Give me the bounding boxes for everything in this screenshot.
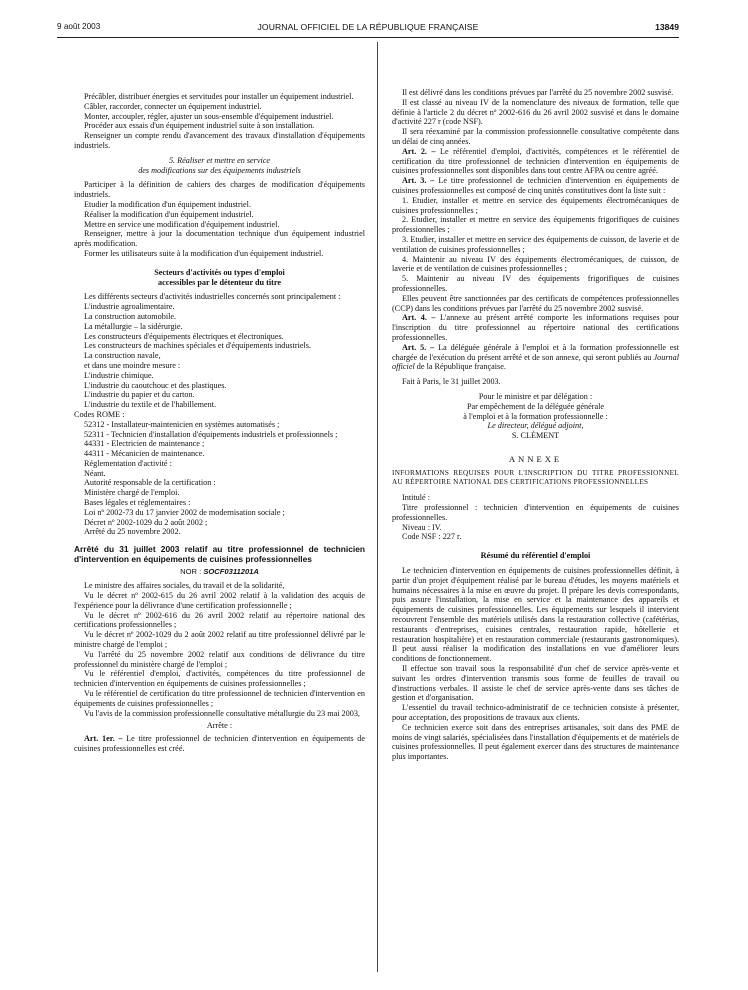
signatory-name: S. CLÉMENT bbox=[511, 431, 560, 441]
arrete-title: Arrêté du 31 juillet 2003 relatif au titre professionnel de technicien d'intervention en équipements de cuisines professionnelles bbox=[74, 544, 365, 564]
paragraph: L'essentiel du travail technico-administratif de ce technicien consiste à présenter, pour acceptation, des propositions de travaux aux clients. bbox=[392, 703, 679, 723]
nor-code: SOCF0311201A bbox=[203, 567, 259, 577]
paragraph: Le technicien d'intervention en équipements de cuisines professionnelles définit, à partir d'un projet d'équipement réalisé par le bureau d'études, les moyens matériels et humains nécessaires à la mise en œuvre du projet. Il prépare les devis correspondants, puis assure l'installation, la mise en service et la maintenance des appareils et équipements de cuisines professionnelles. Les équipements sur lesquels il intervient recouvrent l'ensemble des matériels utilisés dans la restauration collective (cafétérias, restaurants d'entreprises, cuisines centrales, restauration rapide, hôtellerie et restauration hospitalière) et en restauration commerciale (restaurants gastronomiques). Il peut aussi réaliser la modification des installations en vue d'améliorer leurs conditions de fonctionnement. bbox=[392, 566, 679, 664]
paragraph: Intitulé : bbox=[402, 493, 430, 503]
list-item: La construction navale, bbox=[84, 351, 161, 361]
paragraph: Vu l'avis de la commission professionnelle consultative métallurgie du 23 mai 2003, bbox=[84, 708, 360, 718]
section-heading: des modifications sur des équipements industriels bbox=[138, 165, 301, 175]
paragraph: Vu le référentiel d'emploi, d'activités, compétences du titre professionnel de technicien d'intervention en équipements de cuisines professionnelles ; bbox=[74, 669, 365, 689]
paragraph: Autorité responsable de la certification : bbox=[84, 478, 216, 488]
paragraph: Niveau : IV. bbox=[402, 522, 442, 532]
signature-line: Par empêchement de la déléguée générale bbox=[466, 401, 605, 411]
article-label: Art. 1er. – bbox=[84, 734, 123, 744]
paragraph: Vu le décret nº 2002-616 du 26 avril 2002 relatif au répertoire national des certifications professionnelles ; bbox=[74, 610, 365, 630]
header-date: 9 août 2003 bbox=[57, 22, 101, 31]
paragraph: Précâbler, distribuer énergies et servitudes pour installer un équipement industriel. bbox=[84, 92, 354, 101]
section-heading: Secteurs d'activités ou types d'emploi bbox=[154, 267, 285, 277]
paragraph: Renseigner un compte rendu d'avancement des travaux d'installation d'équipements industriels. bbox=[74, 131, 365, 150]
right-column bbox=[392, 88, 679, 762]
signature-place-date: Fait à Paris, le 31 juillet 2003. bbox=[402, 377, 501, 387]
page-header bbox=[57, 22, 679, 36]
paragraph: Vu le décret nº 2002-615 du 26 avril 2002 relatif à la validation des acquis de l'expérience pour la délivrance d'une certification professionnelle ; bbox=[74, 591, 365, 610]
article-text: Le titre professionnel de technicien d'intervention en équipements de cuisines professionnelles est composé de cinq unités constitutives dont la liste suit : bbox=[392, 176, 679, 195]
list-item: L'industrie du papier et du carton. bbox=[84, 390, 195, 400]
paragraph: Il est délivré dans les conditions prévues par l'arrêté du 25 novembre 2002 susvisé. bbox=[402, 88, 674, 97]
list-item: 4. Maintenir au niveau IV des équipements électromécaniques, de cuisson, de laverie et de ventilation de cuisines professionnelles ; bbox=[392, 254, 679, 274]
list-item: 2. Etudier, installer et mettre en service des équipements frigorifiques de cuisines professionnelles ; bbox=[392, 215, 679, 235]
article-text: L'annexe au présent arrêté comporte les informations requises pour l'inscription du titre professionnel au répertoire national des certifications professionnelles. bbox=[392, 313, 679, 342]
list-item: L'industrie du caoutchouc et des plastiques. bbox=[84, 380, 227, 390]
article-3 bbox=[392, 176, 679, 196]
paragraph: Ce technicien exerce soit dans des entreprises artisanales, soit dans des PME de moins de vingt salariés, spécialisées dans l'installation d'équipements et de matériels de cuisines professionnelles. Il peut également exercer dans des structures de maintenance plus importantes. bbox=[392, 722, 679, 762]
signature-line: Pour le ministre et par délégation : bbox=[478, 391, 593, 401]
paragraph: Le ministre des affaires sociales, du travail et de la solidarité, bbox=[84, 581, 285, 591]
list-item: La métallurgie – la sidérurgie. bbox=[84, 321, 183, 331]
paragraph: Procéder aux essais d'un équipement industriel suite à son installation. bbox=[84, 121, 315, 131]
list-item: 1. Etudier, installer et mettre en service des équipements électromécaniques de cuisines professionnelles ; bbox=[392, 195, 679, 215]
annexe-subtitle: INFORMATIONS REQUISES POUR L'INSCRIPTION DU TITRE PROFESSIONNEL AU RÉPERTOIRE NATIONAL DES CERTIFICATIONS PROFESSIONNELLES bbox=[392, 468, 679, 487]
paragraph: Vu l'arrêté du 25 novembre 2002 relatif aux conditions de délivrance du titre professionnel du ministère chargé de l'emploi ; bbox=[74, 649, 365, 669]
list-item: Les constructeurs de machines spéciales et d'équipements industriels. bbox=[84, 341, 312, 351]
article-5 bbox=[392, 343, 679, 372]
article-label: Art. 4. – bbox=[402, 313, 436, 323]
article-label: Art. 5. – bbox=[402, 342, 435, 352]
paragraph: Il est classé au niveau IV de la nomenclature des niveaux de formation, telle que définie à l'article 2 du décret nº 2002-616 du 26 avril 2002 susvisé et dans le domaine d'activité 227 r (code NSF). bbox=[392, 97, 679, 127]
list-item: L'industrie chimique. bbox=[84, 370, 154, 380]
paragraph: Renseigner, mettre à jour la documentation technique d'un équipement industriel après modification. bbox=[74, 229, 365, 249]
column-divider bbox=[377, 42, 378, 972]
list-item: 52312 - Installateur-maintenicien en systèmes automatisés ; bbox=[84, 419, 280, 429]
article-1 bbox=[74, 734, 365, 754]
article-label: Art. 3. – bbox=[402, 176, 435, 186]
paragraph: Mettre en service une modification d'équipement industriel. bbox=[84, 219, 280, 229]
list-item: La construction automobile. bbox=[84, 311, 177, 321]
article-text: Le titre professionnel de technicien d'intervention en équipements de cuisines professionnelles est créé. bbox=[74, 734, 365, 753]
paragraph: Vu le décret nº 2002-1029 du 2 août 2002 relatif au titre professionnel délivré par le ministre chargé de l'emploi ; bbox=[74, 630, 365, 650]
paragraph: Il effectue son travail sous la responsabilité d'un chef de service après-vente et suivant les ordres d'intervention transmis sous forme de feuilles de travail ou d'instructions verbales. Il assiste le chef de service après-vente dans ses tâches de gestion et d'organisation. bbox=[392, 664, 679, 703]
paragraph: Réaliser la modification d'un équipement industriel. bbox=[84, 209, 254, 219]
paragraph: Ministère chargé de l'emploi. bbox=[84, 488, 180, 498]
annexe-heading: ANNEXE bbox=[508, 453, 563, 464]
paragraph: Titre professionnel : technicien d'intervention en équipements de cuisines professionnelles. bbox=[392, 503, 679, 522]
paragraph: Vu le référentiel de certification du titre professionnel de technicien d'intervention en équipements de cuisines professionnelles ; bbox=[74, 689, 365, 708]
section-heading: 5. Réaliser et mettre en service bbox=[168, 155, 271, 165]
paragraph: Code NSF : 227 r. bbox=[402, 532, 462, 542]
list-item: 52311 - Technicien d'installation d'équipements industriels et professionnels ; bbox=[84, 429, 338, 439]
paragraph: Les différents secteurs d'activités industrielles concernés sont principalement : bbox=[84, 292, 341, 302]
list-item: Arrêté du 25 novembre 2002. bbox=[84, 527, 181, 537]
list-item: 44331 - Electricien de maintenance ; bbox=[84, 439, 205, 449]
header-rule bbox=[57, 37, 679, 38]
paragraph: Elles peuvent être sanctionnées par des certificats de compétences professionnelles (CCP) dans les conditions prévues par l'arrêté du 25 novembre 2002 susvisé. bbox=[392, 293, 679, 313]
article-2 bbox=[392, 147, 679, 176]
article-text: de la République française. bbox=[414, 362, 506, 372]
nor-reference bbox=[74, 567, 365, 577]
list-item: L'industrie du textile et de l'habillement. bbox=[84, 400, 217, 410]
list-item: Décret nº 2002-1029 du 2 août 2002 ; bbox=[84, 517, 208, 527]
nor-label: NOR : bbox=[180, 567, 204, 577]
paragraph: Etudier la modification d'un équipement industriel. bbox=[84, 199, 252, 209]
paragraph: Néant. bbox=[84, 468, 106, 478]
list-item: 44311 - Mécanicien de maintenance. bbox=[84, 449, 205, 459]
list-item: Les constructeurs d'équipements électriques et électroniques. bbox=[84, 331, 284, 341]
list-item: L'industrie agroalimentaire. bbox=[84, 302, 175, 312]
paragraph: Participer à la définition de cahiers des charges de modification d'équipements industriels. bbox=[74, 180, 365, 200]
article-label: Art. 2. – bbox=[402, 146, 436, 156]
header-journal-title: JOURNAL OFFICIEL DE LA RÉPUBLIQUE FRANÇAISE bbox=[257, 22, 479, 32]
paragraph: Codes ROME : bbox=[74, 409, 125, 419]
paragraph: Bases légales et réglementaires : bbox=[84, 498, 191, 508]
signature-line: à l'emploi et à la formation professionnelle : bbox=[463, 411, 608, 421]
list-item: 3. Etudier, installer et mettre en service des équipements de cuisson, de laverie et de ventilation de cuisines professionnelles ; bbox=[392, 234, 679, 254]
header-page-number: 13849 bbox=[655, 22, 679, 32]
section-heading: accessibles par le détenteur du titre bbox=[157, 277, 282, 287]
article-text: La déléguée générale à l'emploi et à la formation professionnelle est chargée de l'exécution du présent arrêté et de son annexe, qui seront publiés au bbox=[392, 342, 679, 362]
section-heading: Résumé du référentiel d'emploi bbox=[480, 551, 591, 561]
paragraph: Former les utilisateurs suite à la modification d'un équipement industriel. bbox=[84, 248, 324, 258]
article-text: Le référentiel d'emploi, d'activités, compétences et le référentiel de certification du titre professionnel de technicien d'intervention en équipements de cuisines professionnelles sont disponibles dans tout centre AFPA ou centre agréé. bbox=[392, 146, 679, 176]
journal-officiel-ref: Journal officiel bbox=[392, 352, 679, 372]
paragraph: Il sera réexaminé par la commission professionnelle consultative compétente dans un délai de cinq années. bbox=[392, 127, 679, 146]
list-item: Loi nº 2002-73 du 17 janvier 2002 de modernisation sociale ; bbox=[84, 507, 285, 517]
paragraph: Monter, accoupler, régler, ajuster un sous-ensemble d'équipement industriel. bbox=[84, 111, 334, 121]
list-item: et dans une moindre mesure : bbox=[84, 360, 181, 370]
list-item: 5. Maintenir au niveau IV des équipements frigorifiques de cuisines professionnelles. bbox=[392, 274, 679, 293]
left-column bbox=[74, 92, 365, 754]
paragraph: Réglementation d'activité : bbox=[84, 458, 172, 468]
article-4 bbox=[392, 313, 679, 342]
arrete-label: Arrête : bbox=[206, 721, 233, 731]
paragraph: Câbler, raccorder, connecter un équipement industriel. bbox=[84, 101, 262, 111]
signature-line: Le directeur, délégué adjoint, bbox=[487, 421, 584, 431]
